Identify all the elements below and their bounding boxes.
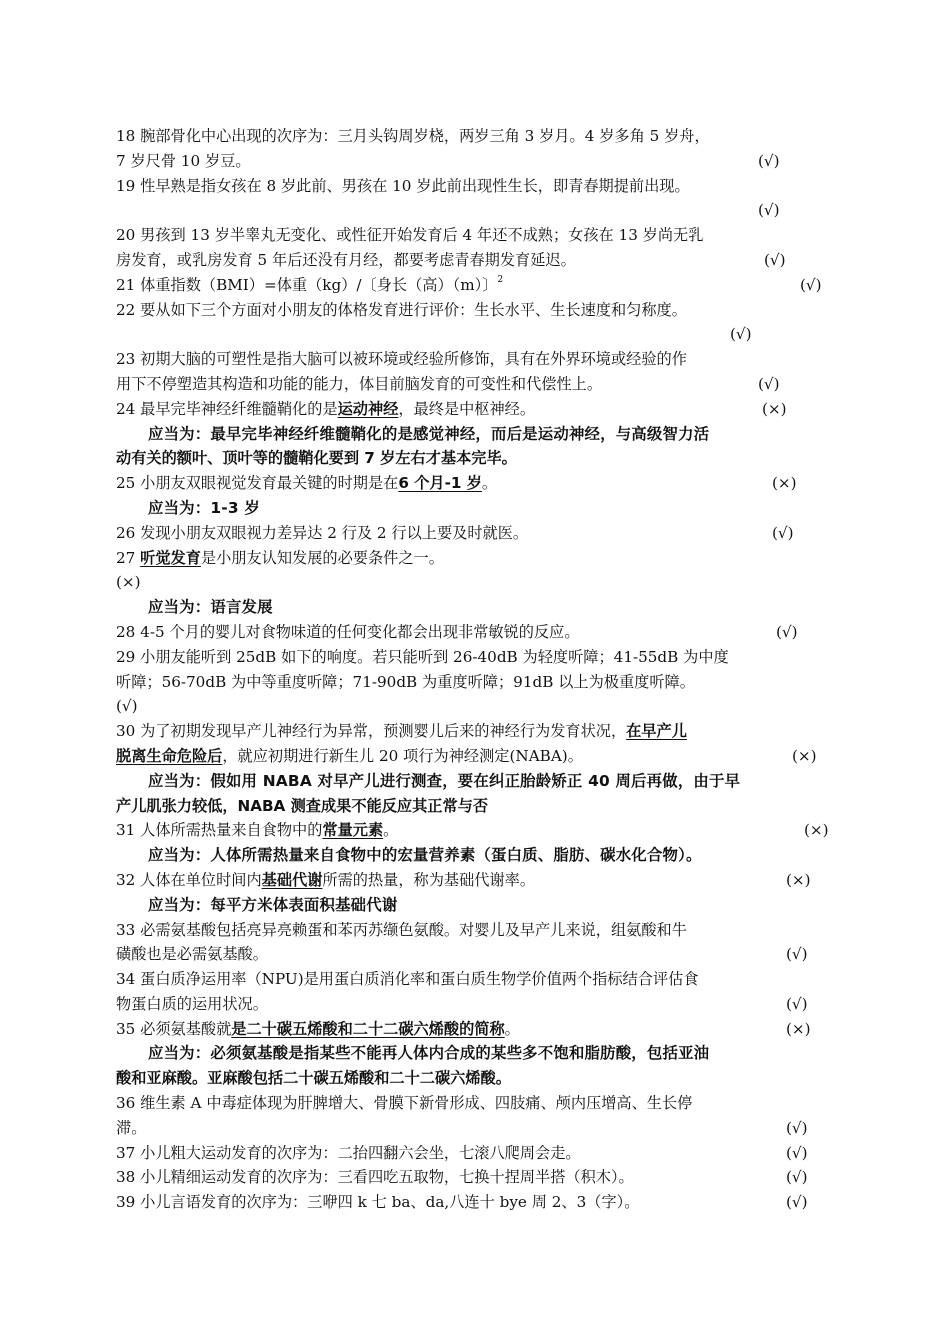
item-20-line-1: 20 男孩到 13 岁半睾丸无变化、或性征开始发育后 4 年还不成熟；女孩在 13 岁尚无乳 (116, 226, 704, 245)
item-35-answer-1: 应当为：必须氨基酸是指某些不能再人体内合成的某些多不饱和脂肪酸，包括亚油 (148, 1044, 710, 1063)
item-32-mark: (×) (786, 870, 811, 889)
item-27-line-1: 27 听觉发育是小朋友认知发展的必要条件之一。 (116, 548, 444, 567)
item-33-mark: (√) (786, 945, 808, 964)
item-36-line-1: 36 维生素 A 中毒症体现为肝脾增大、骨膜下新骨形成、四肢痛、颅内压增高、生长停 (116, 1094, 693, 1113)
item-36-mark: (√) (786, 1118, 808, 1137)
item-39-mark: (√) (786, 1193, 808, 1212)
item-19-line-1: 19 性早熟是指女孩在 8 岁此前、男孩在 10 岁此前出现性生长，即青春期提前出现。 (116, 176, 690, 195)
item-28-line-1: 28 4-5 个月的婴儿对食物味道的任何变化都会出现非常敏锐的反应。 (√) (116, 620, 840, 645)
item-26-line-1: 26 发现小朋友双眼视力差异达 2 行及 2 行以上要及时就医。 (√) (116, 521, 840, 546)
item-38-mark: (√) (786, 1168, 808, 1187)
item-25-mark: (×) (772, 474, 797, 493)
item-18-line-1: 18 腕部骨化中心出现的次序为：三月头钩周岁桡，两岁三角 3 岁月。4 岁多角 5 岁舟， (116, 127, 710, 145)
item-35-line-1: 35 必须氨基酸就是二十碳五烯酸和二十二碳六烯酸的简称。 (×) (116, 1017, 840, 1042)
item-35-underlined: 是二十碳五烯酸和二十二碳六烯酸的简称 (231, 1019, 505, 1038)
item-30-line-1: 30 为了初期发现早产儿神经行为异常，预测婴儿后来的神经行为发育状况，在早产儿 (116, 722, 687, 741)
item-35-answer-2: 酸和亚麻酸。亚麻酸包括二十碳五烯酸和二十二碳六烯酸。 (116, 1069, 511, 1088)
item-25-underlined: 6 个月-1 岁 (398, 474, 482, 493)
item-29-line-2: 听障；56-70dB 为中等重度听障；71-90dB 为重度听障；91dB 以上为极重度听障。 (116, 672, 695, 691)
item-23-line-1: 23 初期大脑的可塑性是指大脑可以被环境或经验所修饰，具有在外界环境或经验的作 (116, 350, 687, 369)
item-38-line-1: 38 小儿精细运动发育的次序为：三看四吃五取物，七换十捏周半搭（积木）。 (√) (116, 1165, 840, 1190)
item-28-mark: (√) (776, 622, 798, 641)
item-27-underlined: 听觉发育 (140, 548, 201, 567)
item-34-line-2: 物蛋白质的运用状况。 (√) (116, 992, 840, 1017)
item-19-mark: (√) (758, 201, 780, 220)
item-21-mark: (√) (800, 275, 822, 294)
item-29-mark-line (116, 694, 840, 719)
item-35-mark: (×) (786, 1019, 811, 1038)
item-32-underlined: 基础代谢 (261, 870, 323, 889)
item-27-mark-line (116, 570, 840, 595)
item-22-mark: (√) (730, 325, 752, 344)
item-29-mark: (√) (116, 697, 138, 716)
item-39-line-1: 39 小儿言语发育的次序为：三咿四 k 七 ba、da,八连十 bye 周 2、3（字）。 (√) (116, 1190, 840, 1215)
item-33-line-1: 33 必需氨基酸包括亮异亮赖蛋和苯丙苏缬色氨酸。对婴儿及早产儿来说，组氨酸和牛 (116, 920, 687, 939)
item-25-line-1: 25 小朋友双眼视觉发育最关键的时期是在6 个月-1 岁。 (×) (116, 471, 840, 496)
item-31-mark: (×) (804, 821, 829, 840)
item-19-mark-line (116, 198, 840, 223)
item-21-line-1: 21 体重指数（BMI）=体重（kg）/〔身长（高）（m）〕$^2$ (√) (116, 273, 840, 298)
item-20-line-2: 房发育，或乳房发育 5 年后还没有月经，都要考虑青春期发育延迟。 (√) (116, 248, 840, 273)
item-18-mark: (√) (758, 151, 780, 170)
document-body (116, 124, 840, 1215)
item-18-line-2: 7 岁尺骨 10 岁豆。 (√) (116, 149, 840, 174)
item-24-answer-2: 动有关的额叶、顶叶等的髓鞘化要到 7 岁左右才基本完毕。 (116, 449, 517, 468)
item-34-mark: (√) (786, 994, 808, 1013)
item-30-mark: (×) (792, 746, 817, 765)
item-24-line-1: 24 最早完毕神经纤维髓鞘化的是运动神经，最终是中枢神经。 (×) (116, 397, 840, 422)
item-34-line-1: 34 蛋白质净运用率（NPU)是用蛋白质消化率和蛋白质生物学价值两个指标结合评估食 (116, 970, 699, 989)
item-31-underlined: 常量元素 (322, 821, 384, 840)
item-27-answer: 应当为：语言发展 (148, 598, 273, 617)
item-29-line-1: 29 小朋友能听到 25dB 如下的响度。若只能听到 26-40dB 为轻度听障；41-55dB 为中度 (116, 647, 729, 666)
item-24-answer-1: 应当为：最早完毕神经纤维髓鞘化的是感觉神经，而后是运动神经，与高级智力活 (148, 424, 710, 443)
item-37-line-1: 37 小儿粗大运动发育的次序为：二抬四翻六会坐，七滚八爬周会走。 (√) (116, 1141, 840, 1166)
item-26-mark: (√) (772, 523, 794, 542)
item-33-line-2: 磺酸也是必需氨基酸。 (√) (116, 942, 840, 967)
item-21-superscript: 2 (497, 274, 504, 285)
item-24-mark: (×) (762, 399, 787, 418)
item-31-line-1: 31 人体所需热量来自食物中的常量元素。 (×) (116, 818, 840, 843)
item-24-underlined: 运动神经 (337, 399, 399, 418)
item-25-answer: 应当为：1-3 岁 (148, 498, 260, 517)
item-20-mark: (√) (764, 250, 786, 269)
item-23-mark: (√) (758, 374, 780, 393)
item-22-line-1: 22 要从如下三个方面对小朋友的体格发育进行评价：生长水平、生长速度和匀称度。 (116, 300, 687, 319)
item-30-underlined-b: 脱离生命危险后 (116, 746, 223, 765)
item-30-answer-2: 产儿肌张力较低，NABA 测查成果不能反应其正常与否 (116, 796, 489, 815)
item-27-mark: (×) (116, 573, 141, 592)
item-31-answer: 应当为：人体所需热量来自食物中的宏量营养素（蛋白质、脂肪、碳水化合物）。 (148, 846, 702, 865)
item-37-mark: (√) (786, 1143, 808, 1162)
item-32-answer: 应当为：每平方米体表面积基础代谢 (148, 895, 398, 914)
item-36-line-2: 滞。 (√) (116, 1116, 840, 1141)
item-32-line-1: 32 人体在单位时间内基础代谢所需的热量，称为基础代谢率。 (×) (116, 868, 840, 893)
item-30-line-2: 脱离生命危险后，就应初期进行新生儿 20 项行为神经测定(NABA)。 (×) (116, 744, 840, 769)
item-30-answer-1: 应当为：假如用 NABA 对早产儿进行测查，要在纠正胎龄矫正 40 周后再做，由于早 (148, 771, 741, 790)
item-22-mark-line (116, 322, 840, 347)
item-30-underlined-a: 在早产儿 (626, 722, 687, 741)
item-23-line-2: 用下不停塑造其构造和功能的能力，体目前脑发育的可变性和代偿性上。 (√) (116, 372, 840, 397)
